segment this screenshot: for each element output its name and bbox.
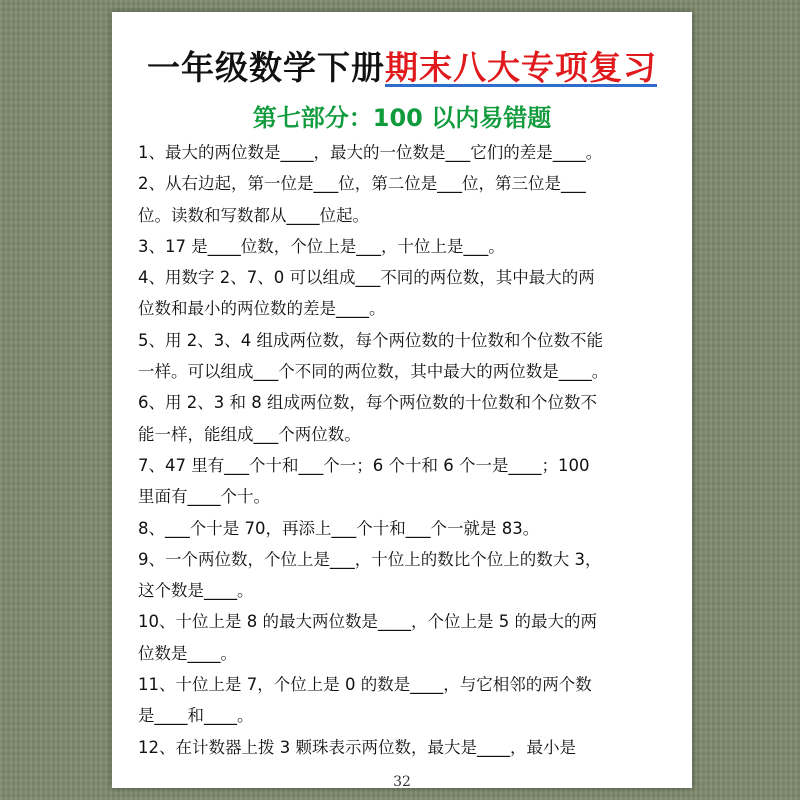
title-topic: 期末八大专项复习: [385, 48, 657, 87]
question-line: 5、用 2、3、4 组成两位数，每个两位数的十位数和个位数不能: [138, 330, 603, 350]
question-line: 12、在计数器上拨 3 颗珠表示两位数，最大是____，最小是: [138, 737, 576, 757]
question-line: 10、十位上是 8 的最大两位数是____，个位上是 5 的最大的两: [138, 612, 597, 632]
question-line: 6、用 2、3 和 8 组成两位数，每个两位数的十位数和个位数不: [138, 393, 597, 413]
page-title: [112, 42, 692, 89]
question-line: 位。读数和写数都从____位起。: [138, 205, 369, 225]
title-grade: 一年级数学下册: [147, 48, 385, 87]
question-line: 4、用数字 2、7、0 可以组成___不同的两位数，其中最大的两: [138, 268, 595, 288]
question-line: 是____和____。: [138, 706, 254, 726]
question-line: 7、47 里有___个十和___个一；6 个十和 6 个一是____；100: [138, 455, 590, 475]
page-number: 32: [393, 774, 411, 790]
question-line: 这个数是____。: [138, 581, 254, 601]
question-line: 9、一个两位数，个位上是___，十位上的数比个位上的数大 3，: [138, 549, 602, 569]
question-line: 能一样，能组成___个两位数。: [138, 424, 361, 444]
question-line: 2、从右边起，第一位是___位，第二位是___位，第三位是___: [138, 174, 586, 194]
question-line: 11、十位上是 7，个位上是 0 的数是____，与它相邻的两个数: [138, 675, 592, 695]
question-line: 1、最大的两位数是____，最大的一位数是___它们的差是____。: [138, 143, 603, 162]
section-subtitle: 第七部分：100 以内易错题: [252, 104, 552, 132]
question-list: [138, 137, 670, 763]
question-line: 位数和最小的两位数的差是____。: [138, 299, 386, 319]
question-line: 一样。可以组成___个不同的两位数，其中最大的两位数是____。: [138, 362, 609, 382]
worksheet-page: [112, 12, 692, 788]
question-line: 3、17 是____位数，个位上是___，十位上是___。: [138, 236, 505, 256]
question-line: 里面有____个十。: [138, 487, 270, 507]
question-line: 位数是____。: [138, 643, 237, 663]
question-line: 8、___个十是 70，再添上___个十和___个一就是 83。: [138, 518, 540, 538]
